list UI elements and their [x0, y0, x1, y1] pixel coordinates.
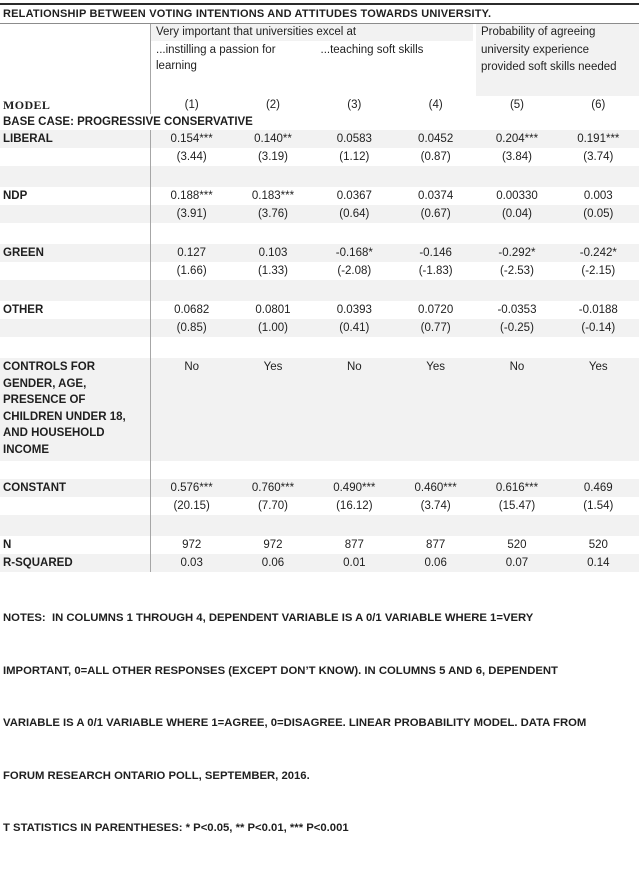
tstat-cell: (3.76) — [257, 208, 289, 220]
value-cell: 0.0452 — [418, 133, 454, 145]
controls-cell: Yes — [588, 361, 608, 373]
value-cell: 0.00330 — [496, 190, 538, 202]
row-data — [150, 130, 639, 148]
controls-cell: Yes — [263, 361, 283, 373]
controls-cell: No — [346, 361, 362, 373]
row-label-constant: CONSTANT — [3, 482, 67, 494]
value-cell: 0.616*** — [495, 482, 539, 494]
tstat-cell: (1.00) — [257, 322, 289, 334]
table-row-ndp-tstat — [0, 205, 639, 223]
spacer-row — [0, 461, 639, 479]
tstat-cell: (-0.25) — [500, 322, 534, 334]
table-title: RELATIONSHIP BETWEEN VOTING INTENTIONS AND ATTITUDES TOWARDS UNIVERSITY. — [0, 3, 639, 24]
column-group-header — [0, 24, 639, 96]
notes-line: IMPORTANT, 0=ALL OTHER RESPONSES (EXCEPT DON’T KNOW). IN COLUMNS 5 AND 6, DEPENDENT — [3, 664, 558, 677]
row-label-empty — [0, 262, 150, 280]
value-cell: 0.760*** — [251, 482, 295, 494]
rsquared-cell: 0.06 — [424, 557, 447, 569]
table-row-controls — [0, 358, 639, 461]
row-label-empty — [0, 497, 150, 515]
n-cell: 877 — [426, 539, 446, 551]
tstat-cell: (0.67) — [420, 208, 451, 220]
notes-line: FORUM RESEARCH ONTARIO POLL, SEPTEMBER, 2016. — [3, 769, 310, 782]
n-cell: 972 — [182, 539, 202, 551]
row-data — [150, 187, 639, 205]
row-data — [150, 358, 639, 461]
header-subgroups — [151, 41, 476, 74]
model-number-cell: (6) — [591, 99, 606, 111]
table-row-rsquared — [0, 554, 639, 572]
row-label-ndp: NDP — [3, 190, 28, 202]
row-label-empty — [0, 337, 150, 358]
row-label-liberal: LIBERAL — [3, 133, 53, 145]
rsquared-cell: 0.14 — [587, 557, 610, 569]
tstat-cell: (0.41) — [339, 322, 370, 334]
header-spacer — [0, 24, 150, 96]
tstat-cell: (3.84) — [501, 151, 532, 163]
value-cell: 0.140** — [254, 133, 292, 145]
model-number-row — [0, 96, 639, 114]
header-sub-softskills: ...teaching soft skills — [320, 44, 424, 56]
spacer-row — [0, 337, 639, 358]
row-label-controls — [0, 358, 150, 461]
table-row-other-coef — [0, 301, 639, 319]
value-cell: -0.292* — [498, 247, 536, 259]
row-data — [150, 554, 639, 572]
table-row-green-coef — [0, 244, 639, 262]
tstat-cell: (-2.15) — [581, 265, 616, 277]
row-label-other: OTHER — [3, 304, 44, 316]
n-cell: 972 — [263, 539, 283, 551]
row-label-empty — [0, 205, 150, 223]
rsquared-cell: 0.06 — [261, 557, 285, 569]
tstat-cell: (7.70) — [257, 500, 289, 512]
spacer-row — [0, 166, 639, 187]
table-row-constant-coef — [0, 479, 639, 497]
row-data — [150, 536, 639, 554]
tstat-cell: (0.64) — [339, 208, 370, 220]
n-cell: 877 — [344, 539, 364, 551]
table-row-ndp-coef — [0, 187, 639, 205]
tstat-cell: (0.04) — [501, 208, 532, 220]
row-data — [150, 319, 639, 337]
tstat-cell: (1.33) — [257, 265, 289, 277]
row-data — [150, 515, 639, 536]
value-cell: 0.188*** — [170, 190, 213, 202]
row-data — [150, 148, 639, 166]
value-cell: 0.204*** — [495, 133, 539, 145]
table-row-liberal-coef — [0, 130, 639, 148]
n-cell: 520 — [588, 539, 608, 551]
row-label-empty — [0, 223, 150, 244]
value-cell: 0.490*** — [333, 482, 376, 494]
tstat-cell: (20.15) — [173, 500, 210, 512]
row-label-empty — [0, 166, 150, 187]
model-number-cell: (1) — [184, 99, 199, 111]
header-group-excel-at — [150, 24, 476, 96]
model-label: MODEL — [3, 98, 51, 112]
regression-table-page — [0, 3, 639, 834]
model-numbers — [150, 96, 639, 114]
value-cell: 0.103 — [258, 247, 288, 259]
tstat-cell: (16.12) — [336, 500, 373, 512]
value-cell: 0.003 — [583, 190, 613, 202]
rsquared-cell: 0.03 — [180, 557, 203, 569]
header-group2-label: Probability of agreeing university experience provided soft skills needed — [476, 24, 639, 96]
row-data — [150, 280, 639, 301]
header-group1-label: Very important that universities excel at — [151, 24, 473, 41]
value-cell: -0.146 — [419, 247, 452, 259]
tstat-cell: (1.12) — [339, 151, 370, 163]
notes-line: VARIABLE IS A 0/1 VARIABLE WHERE 1=AGREE, 0=DISAGREE. LINEAR PROBABILITY MODEL. DATA FROM — [3, 717, 587, 729]
value-cell: 0.0720 — [418, 304, 454, 316]
value-cell: -0.0188 — [578, 304, 618, 316]
tstat-cell: (-2.53) — [500, 265, 534, 277]
value-cell: 0.0801 — [255, 304, 291, 316]
row-data — [150, 479, 639, 497]
tstat-cell: (3.44) — [176, 151, 207, 163]
value-cell: 0.0682 — [174, 304, 210, 316]
row-data — [150, 262, 639, 280]
tstat-cell: (-1.83) — [418, 265, 453, 277]
table-notes — [0, 572, 639, 873]
controls-cell: Yes — [426, 361, 446, 373]
value-cell: 0.0374 — [418, 190, 454, 202]
table-row-n — [0, 536, 639, 554]
row-label-n: N — [3, 539, 12, 551]
table-row-other-tstat — [0, 319, 639, 337]
header-sub-passion: ...instilling a passion for learning — [156, 44, 276, 72]
row-data — [150, 497, 639, 515]
tstat-cell: (0.05) — [583, 208, 614, 220]
notes-line: NOTES: IN COLUMNS 1 THROUGH 4, DEPENDENT VARIABLE IS A 0/1 VARIABLE WHERE 1=VERY — [3, 612, 534, 624]
rsquared-cell: 0.01 — [343, 557, 366, 569]
row-data — [150, 223, 639, 244]
model-number-cell: (3) — [347, 99, 362, 111]
n-cell: 520 — [507, 539, 527, 551]
rsquared-cell: 0.07 — [505, 557, 529, 569]
table-row-green-tstat — [0, 262, 639, 280]
row-label-empty — [0, 280, 150, 301]
base-case-row: BASE CASE: PROGRESSIVE CONSERVATIVE — [3, 116, 253, 128]
row-data — [150, 166, 639, 187]
spacer-row — [0, 280, 639, 301]
row-data — [150, 337, 639, 358]
value-cell: 0.154*** — [170, 133, 213, 145]
row-label-empty — [0, 148, 150, 166]
row-label-rsquared: R-SQUARED — [3, 557, 73, 569]
tstat-cell: (-0.14) — [581, 322, 616, 334]
tstat-cell: (0.87) — [420, 151, 451, 163]
value-cell: 0.183*** — [251, 190, 295, 202]
row-data — [150, 301, 639, 319]
value-cell: -0.0353 — [497, 304, 537, 316]
tstat-cell: (3.74) — [420, 500, 451, 512]
value-cell: 0.127 — [177, 247, 207, 259]
row-label-empty — [0, 319, 150, 337]
value-cell: 0.460*** — [414, 482, 457, 494]
row-data — [150, 205, 639, 223]
value-cell: 0.469 — [583, 482, 613, 494]
table-row-constant-tstat — [0, 497, 639, 515]
tstat-cell: (3.91) — [176, 208, 207, 220]
controls-cell: No — [184, 361, 200, 373]
controls-cell: No — [509, 361, 525, 373]
controls-label-text: CONTROLS FOR GENDER, AGE, PRESENCE OF CHILDREN UNDER 18, AND HOUSEHOLD INCOME — [3, 361, 126, 456]
tstat-note-line: T STATISTICS IN PARENTHESES: * P<0.05, ** P<0.01, *** P<0.001 — [3, 822, 349, 834]
value-cell: -0.242* — [579, 247, 617, 259]
spacer-row — [0, 515, 639, 536]
spacer-row — [0, 223, 639, 244]
value-cell: 0.191*** — [577, 133, 620, 145]
tstat-cell: (1.54) — [583, 500, 614, 512]
model-number-cell: (4) — [428, 99, 443, 111]
tstat-cell: (1.66) — [176, 265, 207, 277]
tstat-cell: (3.74) — [583, 151, 614, 163]
value-cell: 0.0393 — [336, 304, 372, 316]
row-data — [150, 461, 639, 479]
tstat-cell: (15.47) — [498, 500, 536, 512]
tstat-cell: (3.19) — [257, 151, 289, 163]
tstat-cell: (0.85) — [176, 322, 207, 334]
table-row-liberal-tstat — [0, 148, 639, 166]
model-number-cell: (5) — [509, 99, 524, 111]
tstat-cell: (0.77) — [420, 322, 451, 334]
value-cell: -0.168* — [335, 247, 373, 259]
value-cell: 0.576*** — [170, 482, 213, 494]
value-cell: 0.0367 — [336, 190, 372, 202]
model-number-cell: (2) — [265, 99, 281, 111]
row-label-green: GREEN — [3, 247, 44, 259]
tstat-cell: (-2.08) — [337, 265, 372, 277]
row-label-empty — [0, 515, 150, 536]
row-label-empty — [0, 461, 150, 479]
value-cell: 0.0583 — [336, 133, 372, 145]
row-data — [150, 244, 639, 262]
